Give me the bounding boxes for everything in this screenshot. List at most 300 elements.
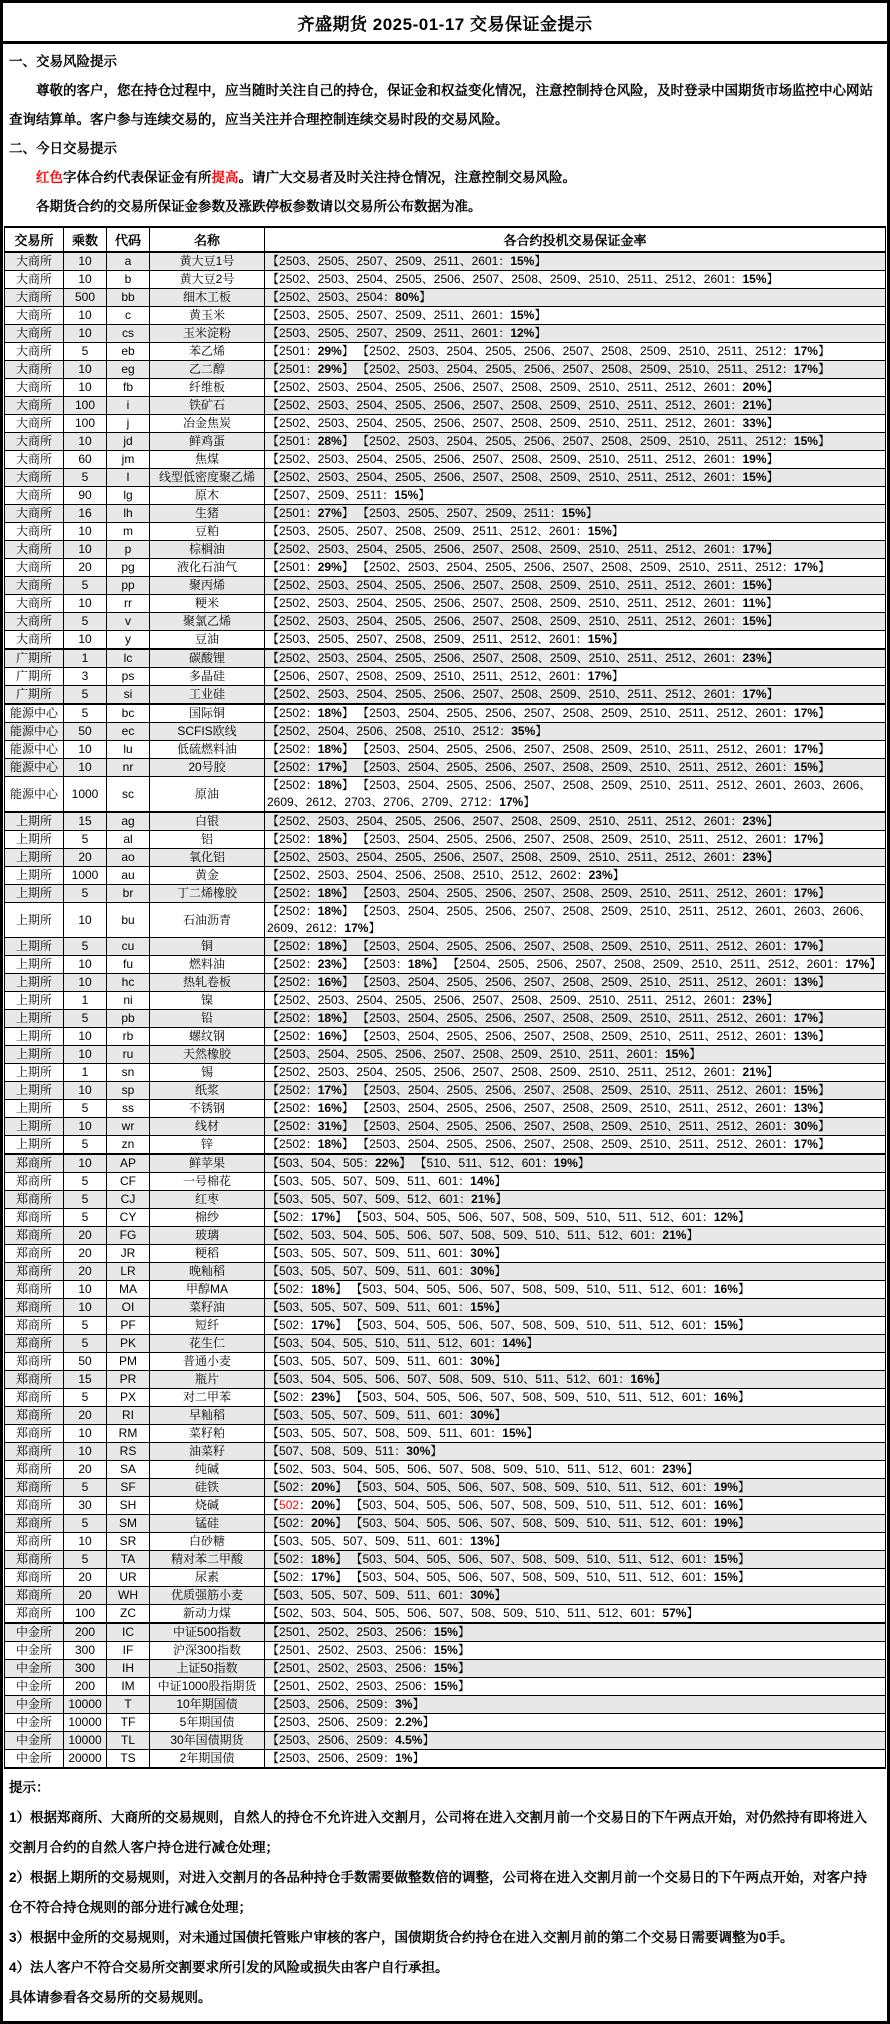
cell-exchange: 上期所 [5,1028,64,1046]
cell-name: 线型低密度聚乙烯 [150,469,265,487]
cell-name: 锡 [150,1064,265,1082]
cell-code: zn [107,1136,150,1155]
table-row [5,1660,886,1678]
today-tips-line1 [9,163,877,192]
cell-margin-rates: 【502、503、504、505、506、507、508、509、510、511、512、601：57%】 [265,1605,886,1624]
cell-multiplier: 5 [64,469,107,487]
cell-exchange: 上期所 [5,1136,64,1155]
cell-margin-rates: 【2502：16%】 【2503、2504、2505、2506、2507、2508、2509、2510、2511、2512、2601：13%】 [265,974,886,992]
cell-code: cu [107,938,150,956]
cell-name: 中证1000股指期货 [150,1678,265,1696]
col-header-code: 代码 [107,227,150,252]
cell-multiplier: 50 [64,723,107,741]
notes-heading: 提示： [9,1780,50,1795]
table-row [5,541,886,559]
cell-margin-rates: 【2502、2503、2504、2505、2506、2507、2508、2509、2510、2511、2512、2601：23%】 [265,812,886,831]
cell-exchange: 上期所 [5,1010,64,1028]
cell-multiplier: 5 [64,1100,107,1118]
cell-name: 沪深300指数 [150,1642,265,1660]
cell-exchange: 上期所 [5,1118,64,1136]
cell-margin-rates: 【2502：18%】 【2503、2504、2505、2506、2507、2508、2509、2510、2511、2512、2601：17%】 [265,1136,886,1155]
cell-exchange: 大商所 [5,307,64,325]
cell-multiplier: 1000 [64,777,107,813]
cell-name: 普通小麦 [150,1353,265,1371]
cell-exchange: 能源中心 [5,723,64,741]
cell-code: l [107,469,150,487]
cell-multiplier: 100 [64,1605,107,1624]
cell-margin-rates: 【2503、2504、2505、2506、2507、2508、2509、2510、2511、2601：15%】 [265,1046,886,1064]
tips-mid-text: 字体合约代表保证金有所 [63,170,212,185]
cell-name: 纸浆 [150,1082,265,1100]
cell-multiplier: 10000 [64,1696,107,1714]
cell-code: ss [107,1100,150,1118]
cell-exchange: 中金所 [5,1750,64,1769]
cell-name: 玻璃 [150,1227,265,1245]
cell-name: 锰硅 [150,1515,265,1533]
cell-multiplier: 90 [64,487,107,505]
cell-name: 玉米淀粉 [150,325,265,343]
cell-code: PK [107,1335,150,1353]
cell-multiplier: 10 [64,361,107,379]
cell-multiplier: 1000 [64,867,107,885]
cell-code: IH [107,1660,150,1678]
cell-name: 黄大豆2号 [150,271,265,289]
cell-margin-rates: 【2502：17%】 【2503、2504、2505、2506、2507、2508、2509、2510、2511、2512、2601：15%】 [265,759,886,777]
cell-multiplier: 10 [64,325,107,343]
cell-code: SM [107,1515,150,1533]
cell-name: 一号棉花 [150,1173,265,1191]
table-row [5,938,886,956]
cell-multiplier: 10 [64,1281,107,1299]
cell-exchange: 郑商所 [5,1335,64,1353]
table-row [5,433,886,451]
table-row [5,1010,886,1028]
cell-name: 细木工板 [150,289,265,307]
cell-name: 鲜苹果 [150,1154,265,1173]
table-row [5,759,886,777]
cell-name: 优质强筋小麦 [150,1587,265,1605]
cell-name: 铝 [150,831,265,849]
cell-code: p [107,541,150,559]
cell-multiplier: 5 [64,1551,107,1569]
cell-name: 燃料油 [150,956,265,974]
table-header-row [5,227,886,252]
red-text-label: 红色 [36,170,63,185]
cell-name: 铁矿石 [150,397,265,415]
cell-name: 新动力煤 [150,1605,265,1624]
cell-multiplier: 10 [64,1443,107,1461]
cell-exchange: 上期所 [5,1082,64,1100]
cell-name: 国际铜 [150,704,265,723]
cell-margin-rates: 【2502、2503、2504、2505、2506、2507、2508、2509、2510、2511、2512、2601：20%】 [265,379,886,397]
cell-exchange: 大商所 [5,271,64,289]
cell-name: 晚籼稻 [150,1263,265,1281]
cell-name: 上证50指数 [150,1660,265,1678]
table-row [5,686,886,705]
cell-exchange: 上期所 [5,1046,64,1064]
cell-multiplier: 5 [64,1515,107,1533]
cell-margin-rates: 【502：18%】 【503、504、505、506、507、508、509、510、511、512、601：16%】 [265,1281,886,1299]
cell-exchange: 郑商所 [5,1317,64,1335]
cell-exchange: 大商所 [5,325,64,343]
cell-multiplier: 20 [64,1245,107,1263]
cell-code: jd [107,433,150,451]
cell-name: 丁二烯橡胶 [150,885,265,903]
cell-multiplier: 10 [64,1082,107,1100]
cell-code: UR [107,1569,150,1587]
cell-name: 纯碱 [150,1461,265,1479]
cell-margin-rates: 【2502、2503、2504、2505、2506、2507、2508、2509、2510、2511、2512、2601：23%】 [265,849,886,867]
intro-section [3,44,887,226]
table-row [5,1533,886,1551]
cell-exchange: 郑商所 [5,1191,64,1209]
cell-multiplier: 10 [64,1118,107,1136]
cell-name: 粳稻 [150,1245,265,1263]
cell-code: eg [107,361,150,379]
cell-name: 硅铁 [150,1479,265,1497]
cell-multiplier: 3 [64,668,107,686]
cell-multiplier: 20 [64,849,107,867]
cell-multiplier: 10 [64,1154,107,1173]
cell-multiplier: 5 [64,577,107,595]
cell-name: 尿素 [150,1569,265,1587]
table-row [5,1263,886,1281]
table-row [5,379,886,397]
cell-name: 棕榈油 [150,541,265,559]
cell-name: 5年期国债 [150,1714,265,1732]
cell-margin-rates: 【502、503、504、505、506、507、508、509、510、511、512、601：23%】 [265,1461,886,1479]
table-row [5,812,886,831]
cell-code: CY [107,1209,150,1227]
cell-margin-rates: 【2503、2505、2507、2508、2509、2511、2512、2601：15%】 [265,523,886,541]
cell-margin-rates: 【503、505、507、509、511、601：14%】 [265,1173,886,1191]
cell-multiplier: 15 [64,1371,107,1389]
table-row [5,777,886,813]
cell-exchange: 郑商所 [5,1515,64,1533]
table-row [5,974,886,992]
cell-name: 多晶硅 [150,668,265,686]
table-row [5,1299,886,1317]
cell-multiplier: 10 [64,974,107,992]
cell-name: 菜籽油 [150,1299,265,1317]
cell-code: rr [107,595,150,613]
cell-multiplier: 5 [64,1191,107,1209]
table-row [5,1642,886,1660]
cell-multiplier: 5 [64,704,107,723]
cell-code: sc [107,777,150,813]
cell-margin-rates: 【2502：17%】 【2503、2504、2505、2506、2507、2508、2509、2510、2511、2512、2601：15%】 [265,1082,886,1100]
cell-code: SH [107,1497,150,1515]
cell-margin-rates: 【502：23%】 【503、504、505、506、507、508、509、510、511、512、601：16%】 [265,1389,886,1407]
cell-exchange: 上期所 [5,867,64,885]
cell-name: 天然橡胶 [150,1046,265,1064]
cell-multiplier: 30 [64,1497,107,1515]
table-row [5,849,886,867]
cell-name: 螺纹钢 [150,1028,265,1046]
cell-code: pg [107,559,150,577]
risk-tips-body: 尊敬的客户，您在持仓过程中，应当随时关注自己的持仓，保证金和权益变化情况，注意控制持仓风险，及时登录中国期货市场监控中心网站查询结算单。客户参与连续交易的，应当关注并合理控制连续交易时段的交易风险。 [9,83,873,127]
table-row [5,1136,886,1155]
cell-multiplier: 5 [64,613,107,631]
cell-multiplier: 5 [64,1136,107,1155]
cell-name: 石油沥青 [150,903,265,938]
cell-margin-rates: 【2503、2505、2507、2508、2509、2511、2512、2601：15%】 [265,631,886,650]
note-item: 具体请参看各交易所的交易规则。 [9,1990,212,2005]
cell-multiplier: 10 [64,523,107,541]
cell-margin-rates: 【2501：29%】 【2502、2503、2504、2505、2506、2507、2508、2509、2510、2511、2512：17%】 [265,361,886,379]
cell-name: SCFIS欧线 [150,723,265,741]
cell-multiplier: 10 [64,631,107,650]
cell-code: bu [107,903,150,938]
table-row [5,325,886,343]
cell-code: y [107,631,150,650]
cell-exchange: 大商所 [5,505,64,523]
table-row [5,1425,886,1443]
cell-margin-rates: 【2502：18%】 【2503、2504、2505、2506、2507、2508、2509、2510、2511、2512、2601：17%】 [265,831,886,849]
cell-multiplier: 300 [64,1660,107,1678]
cell-multiplier: 10000 [64,1732,107,1750]
cell-exchange: 郑商所 [5,1479,64,1497]
table-row [5,1281,886,1299]
cell-margin-rates: 【2502、2503、2504、2505、2506、2507、2508、2509、2510、2511、2512、2601：23%】 [265,992,886,1010]
cell-margin-rates: 【2507、2509、2511：15%】 [265,487,886,505]
cell-margin-rates: 【503、505、507、509、511、601：30%】 [265,1407,886,1425]
cell-code: fu [107,956,150,974]
cell-multiplier: 200 [64,1623,107,1642]
cell-exchange: 上期所 [5,849,64,867]
cell-exchange: 广期所 [5,668,64,686]
cell-margin-rates: 【503、505、507、509、511、601：15%】 [265,1299,886,1317]
cell-multiplier: 5 [64,343,107,361]
cell-margin-rates: 【2502：16%】 【2503、2504、2505、2506、2507、2508、2509、2510、2511、2512、2601：13%】 [265,1100,886,1118]
cell-code: WH [107,1587,150,1605]
cell-exchange: 大商所 [5,433,64,451]
table-row [5,1335,886,1353]
cell-code: TL [107,1732,150,1750]
table-row [5,397,886,415]
cell-exchange: 中金所 [5,1696,64,1714]
notes-section [3,1769,887,2021]
table-row [5,289,886,307]
cell-exchange: 上期所 [5,956,64,974]
cell-margin-rates: 【2502、2503、2504、2505、2506、2507、2508、2509、2510、2511、2512、2601：23%】 [265,649,886,668]
cell-exchange: 大商所 [5,559,64,577]
cell-name: 黄玉米 [150,307,265,325]
cell-name: 苯乙烯 [150,343,265,361]
table-row [5,1317,886,1335]
cell-multiplier: 20 [64,1263,107,1281]
table-row [5,1443,886,1461]
cell-margin-rates: 【2502：18%】 【2503、2504、2505、2506、2507、2508、2509、2510、2511、2512、2601：17%】 [265,741,886,759]
cell-multiplier: 10000 [64,1714,107,1732]
cell-code: br [107,885,150,903]
table-row [5,1696,886,1714]
cell-multiplier: 1 [64,1064,107,1082]
cell-name: 锌 [150,1136,265,1155]
table-row [5,1587,886,1605]
cell-code: sn [107,1064,150,1082]
cell-code: IM [107,1678,150,1696]
cell-code: hc [107,974,150,992]
cell-margin-rates: 【2503、2506、2509：1%】 [265,1750,886,1769]
cell-margin-rates: 【2503、2505、2507、2509、2511、2601：15%】 [265,307,886,325]
cell-code: IF [107,1642,150,1660]
cell-name: 聚丙烯 [150,577,265,595]
margin-rate-table [4,226,886,1769]
cell-multiplier: 5 [64,1317,107,1335]
table-row [5,1551,886,1569]
table-row [5,1353,886,1371]
cell-exchange: 大商所 [5,379,64,397]
cell-multiplier: 20 [64,1461,107,1479]
cell-margin-rates: 【502：20%】 【503、504、505、506、507、508、509、510、511、512、601：19%】 [265,1515,886,1533]
cell-multiplier: 5 [64,1010,107,1028]
cell-margin-rates: 【502：20%】 【503、504、505、506、507、508、509、510、511、512、601：16%】 [265,1497,886,1515]
table-row [5,1064,886,1082]
cell-multiplier: 100 [64,415,107,433]
cell-multiplier: 10 [64,433,107,451]
table-row [5,1623,886,1642]
cell-code: pb [107,1010,150,1028]
cell-exchange: 郑商所 [5,1209,64,1227]
table-row [5,1389,886,1407]
table-row [5,956,886,974]
cell-exchange: 郑商所 [5,1443,64,1461]
cell-margin-rates: 【2502、2503、2504、2505、2506、2507、2508、2509、2510、2511、2512、2601：15%】 [265,613,886,631]
cell-multiplier: 50 [64,1353,107,1371]
cell-multiplier: 20 [64,1587,107,1605]
cell-exchange: 郑商所 [5,1587,64,1605]
cell-margin-rates: 【2502：16%】 【2503、2504、2505、2506、2507、2508、2509、2510、2511、2512、2601：13%】 [265,1028,886,1046]
cell-name: 镍 [150,992,265,1010]
cell-code: al [107,831,150,849]
table-row [5,577,886,595]
cell-name: 不锈钢 [150,1100,265,1118]
cell-code: ao [107,849,150,867]
cell-code: m [107,523,150,541]
cell-multiplier: 100 [64,397,107,415]
cell-margin-rates: 【502：20%】 【503、504、505、506、507、508、509、510、511、512、601：19%】 [265,1479,886,1497]
cell-margin-rates: 【2501、2502、2503、2506：15%】 [265,1660,886,1678]
cell-exchange: 上期所 [5,938,64,956]
cell-name: 甲醇MA [150,1281,265,1299]
cell-multiplier: 10 [64,271,107,289]
table-row [5,523,886,541]
cell-name: 冶金焦炭 [150,415,265,433]
cell-multiplier: 10 [64,541,107,559]
cell-exchange: 大商所 [5,631,64,650]
cell-margin-rates: 【2502、2504、2506、2508、2510、2512：35%】 [265,723,886,741]
table-row [5,1191,886,1209]
cell-exchange: 上期所 [5,992,64,1010]
table-row [5,1605,886,1624]
cell-margin-rates: 【2502、2503、2504、2505、2506、2507、2508、2509、2510、2511、2512、2601：19%】 [265,451,886,469]
cell-code: JR [107,1245,150,1263]
cell-multiplier: 5 [64,1335,107,1353]
cell-code: TF [107,1714,150,1732]
cell-code: SF [107,1479,150,1497]
cell-exchange: 大商所 [5,361,64,379]
cell-multiplier: 5 [64,1479,107,1497]
table-row [5,741,886,759]
today-tips-heading: 二、今日交易提示 [9,141,117,156]
cell-name: 焦煤 [150,451,265,469]
cell-multiplier: 20 [64,1569,107,1587]
table-row [5,505,886,523]
cell-exchange: 郑商所 [5,1461,64,1479]
cell-code: RI [107,1407,150,1425]
cell-exchange: 上期所 [5,903,64,938]
cell-code: lh [107,505,150,523]
cell-multiplier: 15 [64,812,107,831]
cell-exchange: 大商所 [5,415,64,433]
cell-multiplier: 1 [64,992,107,1010]
cell-code: OI [107,1299,150,1317]
cell-code: FG [107,1227,150,1245]
table-row [5,271,886,289]
table-row [5,1245,886,1263]
cell-name: 原油 [150,777,265,813]
cell-code: SR [107,1533,150,1551]
cell-exchange: 郑商所 [5,1263,64,1281]
cell-margin-rates: 【2503、2505、2507、2509、2511、2601：12%】 [265,325,886,343]
cell-margin-rates: 【2502、2503、2504、2505、2506、2507、2508、2509、2510、2511、2512、2601：15%】 [265,271,886,289]
cell-code: SA [107,1461,150,1479]
cell-multiplier: 300 [64,1642,107,1660]
today-tips-line2: 各期货合约的交易所保证金参数及涨跌停板参数请以交易所公布数据为准。 [36,199,482,214]
table-row [5,1569,886,1587]
cell-code: i [107,397,150,415]
raised-text-label: 提高 [211,170,239,185]
table-row [5,1028,886,1046]
cell-code: lg [107,487,150,505]
cell-name: 烧碱 [150,1497,265,1515]
cell-code: bc [107,704,150,723]
cell-exchange: 郑商所 [5,1551,64,1569]
cell-code: ru [107,1046,150,1064]
cell-exchange: 大商所 [5,523,64,541]
cell-margin-rates: 【2502：31%】 【2503、2504、2505、2506、2507、2508、2509、2510、2511、2512、2601：30%】 [265,1118,886,1136]
col-header-multiplier: 乘数 [64,227,107,252]
table-row [5,831,886,849]
cell-code: jm [107,451,150,469]
cell-multiplier: 5 [64,1389,107,1407]
cell-name: 油菜籽 [150,1443,265,1461]
tips-tail-text: 。请广大交易者及时关注持仓情况，注意控制交易风险。 [238,170,576,185]
cell-exchange: 广期所 [5,686,64,705]
cell-code: lu [107,741,150,759]
cell-exchange: 郑商所 [5,1605,64,1624]
page-title: 齐盛期货 2025-01-17 交易保证金提示 [3,3,887,44]
cell-margin-rates: 【503、504、505：22%】 【510、511、512、601：19%】 [265,1154,886,1173]
cell-exchange: 郑商所 [5,1425,64,1443]
cell-name: 菜籽粕 [150,1425,265,1443]
cell-name: 30年国债期货 [150,1732,265,1750]
table-row [5,1082,886,1100]
cell-code: PM [107,1353,150,1371]
cell-margin-rates: 【502、503、504、505、506、507、508、509、510、511、512、601：21%】 [265,1227,886,1245]
cell-name: 瓶片 [150,1371,265,1389]
table-row [5,1118,886,1136]
cell-code: v [107,613,150,631]
cell-name: 中证500指数 [150,1623,265,1642]
cell-name: 线材 [150,1118,265,1136]
cell-multiplier: 5 [64,1173,107,1191]
cell-multiplier: 10 [64,1046,107,1064]
cell-multiplier: 16 [64,505,107,523]
table-row [5,487,886,505]
cell-code: ni [107,992,150,1010]
